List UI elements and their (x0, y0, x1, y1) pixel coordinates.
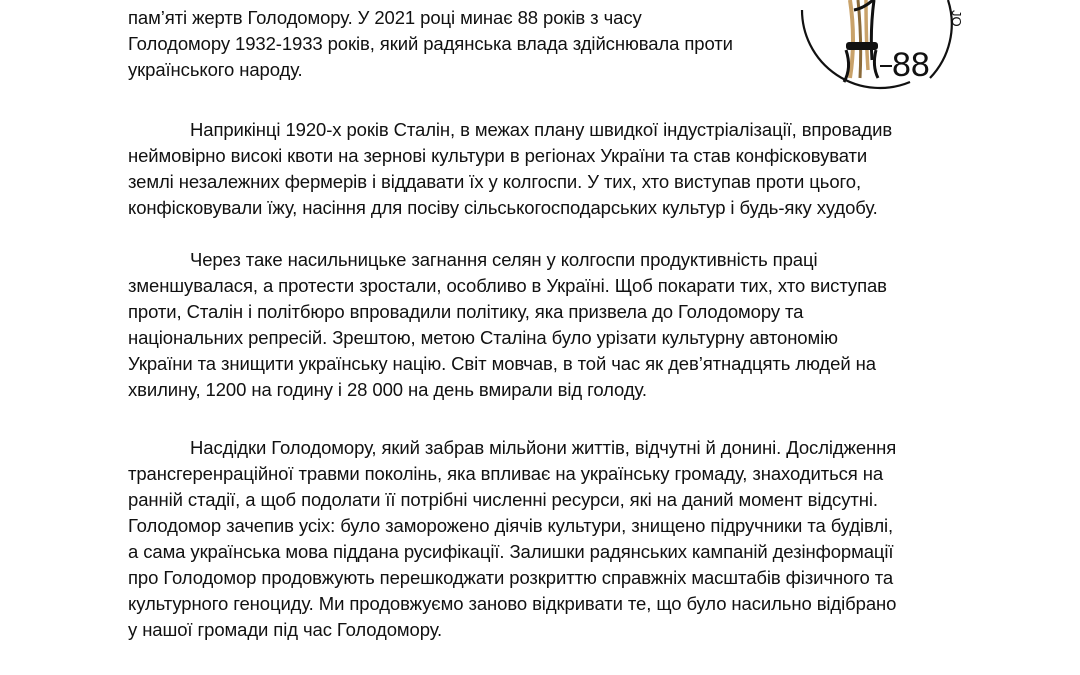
para3-line: культурного геноциду. Ми продовжуємо заново відкривати те, що було насильно відібрано (128, 593, 897, 614)
para2-line: зменшувалася, а протести зростали, особливо в Україні. Щоб покарати тих, хто виступав (128, 275, 887, 296)
para2-line: Через таке насильницьке загнання селян у колгоспи продуктивність праці (190, 249, 818, 270)
logo-number: 88 (892, 46, 930, 84)
para1-line: Наприкінці 1920-х років Сталін, в межах плану швидкої індустріалізації, впровадив (190, 119, 893, 140)
wheat-sheaf-icon (844, 0, 878, 82)
para2-line: проти, Сталін і політбюро впровадили політику, яка призвела до Голодомору та (128, 301, 804, 322)
holodomor-88-logo (780, 0, 970, 105)
para3-line: трансгеренраційної травми поколінь, яка впливає на українську громаду, знаходиться на (128, 463, 884, 484)
para3-line: ранній стадії, а щоб подолати її потрібні численні ресурси, які на даний момент відсутні. (128, 489, 878, 510)
para3-line: Насдідки Голодомору, який забрав мільйони життів, відчутні й донині. Дослідження (190, 437, 897, 458)
logo-graphic (780, 0, 970, 105)
para3-line: Голодомор зачепив усіх: було заморожено діячів культури, знищено підручники та будівлі, (128, 515, 894, 536)
intro-line-2: Голодомору 1932-1933 років, який радянська влада здійснювала проти (128, 33, 733, 54)
intro-line-3: українського народу. (128, 59, 303, 80)
para3-line: а сама українська мова піддана русифікації. Залишки радянських кампаній дезінформації (128, 541, 894, 562)
para2-line: хвилину, 1200 на годину і 28 000 на день вмирали від голоду. (128, 379, 647, 400)
para2-line: національних репресій. Зрештою, метою Сталіна було урізати культурну автономію (128, 327, 838, 348)
para1-line: неймовірно високі квоти на зернові культури в регіонах України та став конфісковувати (128, 145, 868, 166)
para3-line: у нашої громади під час Голодомору. (128, 619, 443, 640)
para3-line: про Голодомор продовжують перешкоджати розкриттю справжніх масштабів фізичного та (128, 567, 894, 588)
logo-side-text: JO (949, 10, 964, 27)
para1-line: землі незалежних фермерів і віддавати їх у колгоспи. У тих, хто виступав проти цього, (128, 171, 862, 192)
para1-line: конфісковували їжу, насіння для посіву сільськогосподарських культур і будь-яку худобу. (128, 197, 878, 218)
para2-line: України та знищити українську націю. Світ мовчав, в той час як дев’ятнадцять людей на (128, 353, 876, 374)
intro-line-1: пам’яті жертв Голодомору. У 2021 році минає 88 років з часу (128, 7, 642, 28)
